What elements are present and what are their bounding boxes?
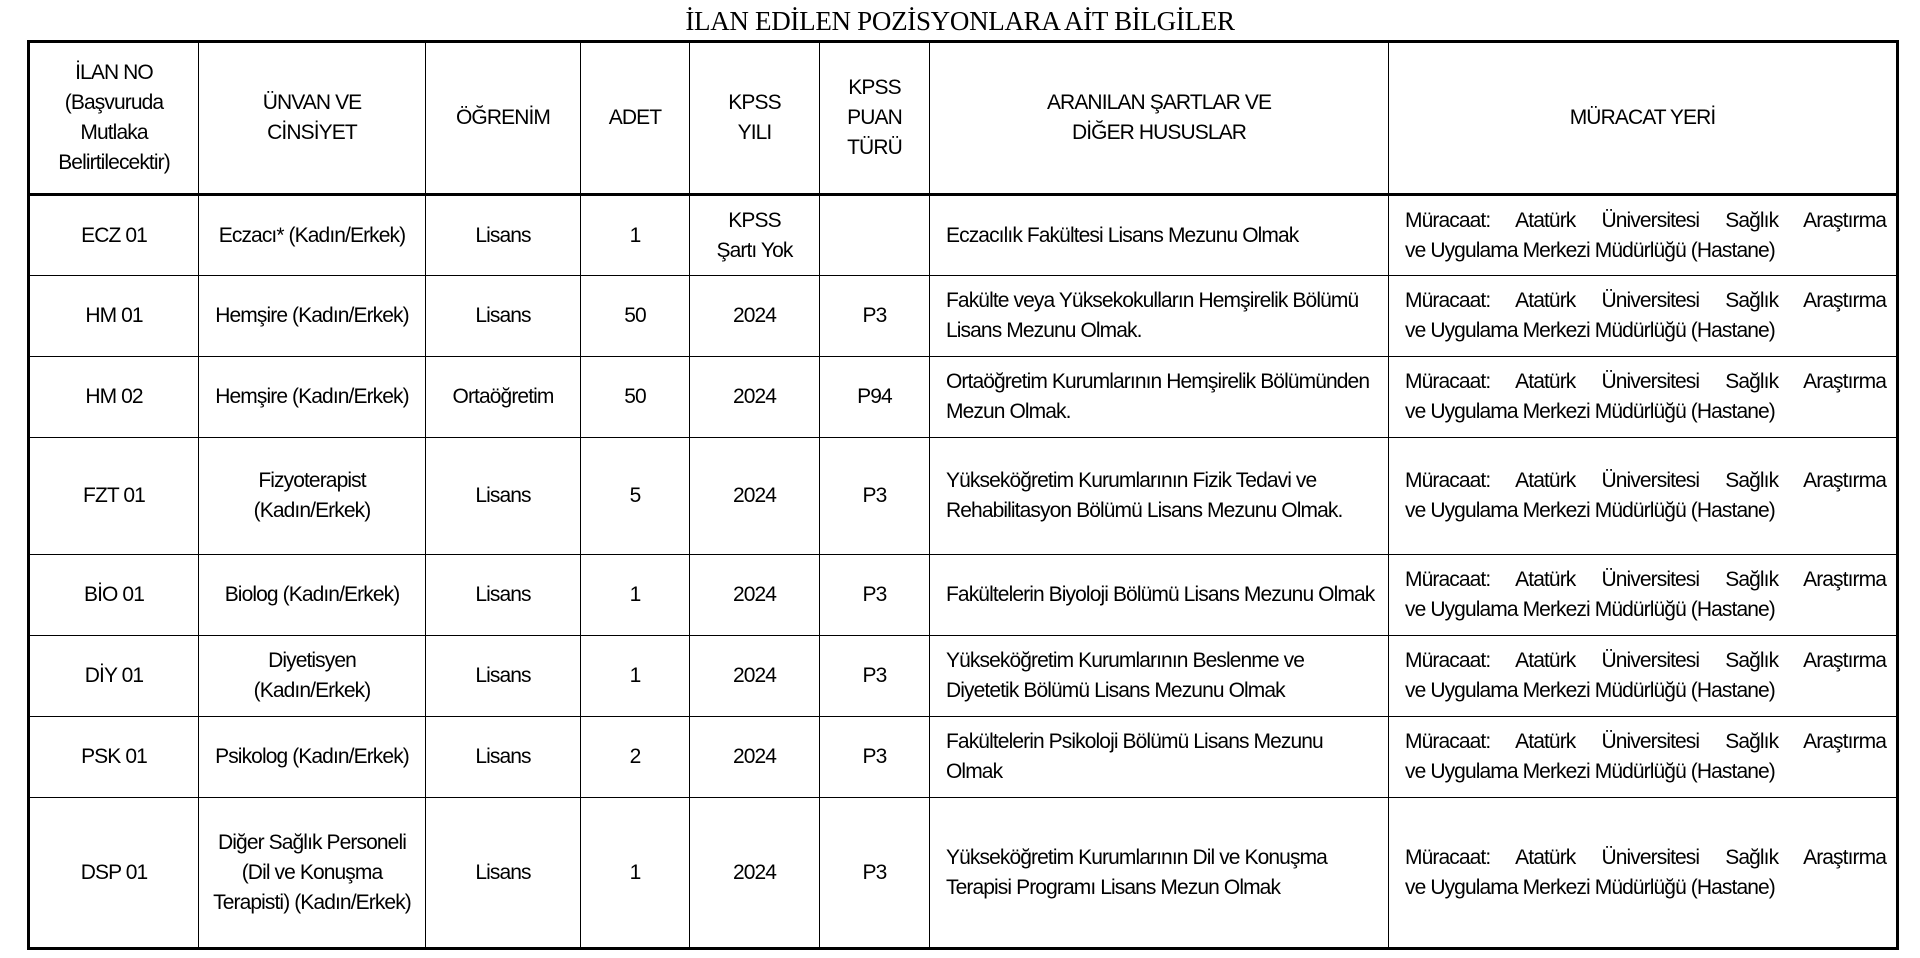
puan-turu-cell: P94 (820, 357, 930, 438)
sartlar-cell: Yükseköğretim Kurumlarının Dil ve Konuşma Terapisi Programı Lisans Mezun Olmak (930, 798, 1389, 949)
muracaat-text: ve Uygulama Merkezi Müdürlüğü (Hastane) (1405, 319, 1775, 342)
sartlar-cell: Ortaöğretim Kurumlarının Hemşirelik Bölümünden Mezun Olmak. (930, 357, 1389, 438)
table-row (29, 357, 1898, 438)
muracaat-text: ve Uygulama Merkezi Müdürlüğü (Hastane) (1405, 875, 1775, 899)
ilan-no-cell: DSP 01 (29, 798, 199, 949)
positions-table (27, 40, 1899, 950)
puan-turu-cell (820, 195, 930, 276)
muracaat-text: Müracaat: Atatürk Üniversitesi Sağlık Araştırma (1405, 568, 1886, 591)
header-adet: ADET (581, 42, 690, 195)
header-ogrenim: ÖĞRENİM (426, 42, 581, 195)
header-puan-turu: KPSS PUAN TÜRÜ (820, 42, 930, 195)
muracaat-cell (1389, 276, 1898, 357)
ogrenim-cell: Lisans (426, 276, 581, 357)
muracaat-text: Müracaat: Atatürk Üniversitesi Sağlık Araştırma (1405, 649, 1886, 672)
adet-cell: 2 (581, 717, 690, 798)
muracaat-text: Müracaat: Atatürk Üniversitesi Sağlık Araştırma (1405, 370, 1886, 393)
muracaat-cell (1389, 717, 1898, 798)
muracaat-text: Müracaat: Atatürk Üniversitesi Sağlık Araştırma (1405, 730, 1886, 753)
kpss-yili-cell: 2024 (690, 438, 820, 555)
kpss-yili-cell: 2024 (690, 798, 820, 949)
muracaat-text: ve Uygulama Merkezi Müdürlüğü (Hastane) (1405, 400, 1775, 423)
ogrenim-cell: Lisans (426, 555, 581, 636)
muracaat-text: Müracaat: Atatürk Üniversitesi Sağlık Araştırma (1405, 469, 1886, 492)
sartlar-cell: Fakülte veya Yüksekokulların Hemşirelik Bölümü Lisans Mezunu Olmak. (930, 276, 1389, 357)
ogrenim-cell: Lisans (426, 636, 581, 717)
kpss-yili-cell: 2024 (690, 555, 820, 636)
muracaat-text: Müracaat: Atatürk Üniversitesi Sağlık Araştırma (1405, 208, 1886, 232)
muracaat-text: Müracaat: Atatürk Üniversitesi Sağlık Araştırma (1405, 845, 1886, 869)
table-row (29, 276, 1898, 357)
muracaat-text: ve Uygulama Merkezi Müdürlüğü (Hastane) (1405, 760, 1775, 783)
unvan-cell: Biolog (Kadın/Erkek) (199, 555, 426, 636)
ogrenim-cell: Lisans (426, 717, 581, 798)
puan-turu-cell: P3 (820, 798, 930, 949)
ogrenim-cell: Lisans (426, 195, 581, 276)
unvan-cell: Eczacı* (Kadın/Erkek) (199, 195, 426, 276)
adet-cell: 5 (581, 438, 690, 555)
ilan-no-cell: PSK 01 (29, 717, 199, 798)
muracaat-cell (1389, 636, 1898, 717)
header-sartlar: ARANILAN ŞARTLAR VE DİĞER HUSUSLAR (930, 42, 1389, 195)
adet-cell: 1 (581, 798, 690, 949)
adet-cell: 50 (581, 357, 690, 438)
kpss-yili-cell: 2024 (690, 357, 820, 438)
muracaat-cell (1389, 438, 1898, 555)
ilan-no-cell: ECZ 01 (29, 195, 199, 276)
adet-cell: 1 (581, 555, 690, 636)
table-row (29, 195, 1898, 276)
sartlar-cell: Yükseköğretim Kurumlarının Fizik Tedavi ve Rehabilitasyon Bölümü Lisans Mezunu Olmak. (930, 438, 1389, 555)
muracaat-text: ve Uygulama Merkezi Müdürlüğü (Hastane) (1405, 499, 1775, 522)
muracaat-cell (1389, 555, 1898, 636)
sartlar-cell: Yükseköğretim Kurumlarının Beslenme ve Diyetetik Bölümü Lisans Mezunu Olmak (930, 636, 1389, 717)
adet-cell: 50 (581, 276, 690, 357)
muracaat-text: ve Uygulama Merkezi Müdürlüğü (Hastane) (1405, 598, 1775, 621)
puan-turu-cell: P3 (820, 717, 930, 798)
table-row (29, 555, 1898, 636)
adet-cell: 1 (581, 636, 690, 717)
sartlar-cell: Fakültelerin Biyoloji Bölümü Lisans Mezunu Olmak (930, 555, 1389, 636)
muracaat-text: ve Uygulama Merkezi Müdürlüğü (Hastane) (1405, 679, 1775, 702)
sartlar-cell: Eczacılık Fakültesi Lisans Mezunu Olmak (930, 195, 1389, 276)
ilan-no-cell: BİO 01 (29, 555, 199, 636)
unvan-cell: Psikolog (Kadın/Erkek) (199, 717, 426, 798)
kpss-yili-cell: 2024 (690, 636, 820, 717)
ilan-no-cell: HM 02 (29, 357, 199, 438)
document-title: İLAN EDİLEN POZİSYONLARA AİT BİLGİLER (685, 6, 1235, 36)
unvan-cell: Hemşire (Kadın/Erkek) (199, 276, 426, 357)
unvan-cell: Diyetisyen (Kadın/Erkek) (199, 636, 426, 717)
muracaat-text: Müracaat: Atatürk Üniversitesi Sağlık Araştırma (1405, 289, 1886, 312)
ogrenim-cell: Lisans (426, 798, 581, 949)
unvan-cell: Diğer Sağlık Personeli (Dil ve Konuşma Terapisti) (Kadın/Erkek) (199, 798, 426, 949)
header-kpss-yili: KPSS YILI (690, 42, 820, 195)
adet-cell: 1 (581, 195, 690, 276)
ogrenim-cell: Lisans (426, 438, 581, 555)
kpss-yili-cell: 2024 (690, 276, 820, 357)
puan-turu-cell: P3 (820, 276, 930, 357)
kpss-yili-cell: KPSS Şartı Yok (690, 195, 820, 276)
table-row (29, 636, 1898, 717)
sartlar-cell: Fakültelerin Psikoloji Bölümü Lisans Mezunu Olmak (930, 717, 1389, 798)
ilan-no-cell: HM 01 (29, 276, 199, 357)
header-unvan: ÜNVAN VE CİNSİYET (199, 42, 426, 195)
muracaat-cell (1389, 798, 1898, 949)
table-row (29, 798, 1898, 949)
muracaat-cell (1389, 195, 1898, 276)
header-ilan-no: İLAN NO (Başvuruda Mutlaka Belirtilecektir) (29, 42, 199, 195)
table-header-row (29, 42, 1898, 195)
unvan-cell: Fizyoterapist (Kadın/Erkek) (199, 438, 426, 555)
header-muracaat: MÜRACAT YERİ (1389, 42, 1898, 195)
table-row (29, 438, 1898, 555)
muracaat-text: ve Uygulama Merkezi Müdürlüğü (Hastane) (1405, 238, 1775, 262)
kpss-yili-cell: 2024 (690, 717, 820, 798)
ilan-no-cell: DİY 01 (29, 636, 199, 717)
table-row (29, 717, 1898, 798)
muracaat-cell (1389, 357, 1898, 438)
puan-turu-cell: P3 (820, 555, 930, 636)
puan-turu-cell: P3 (820, 636, 930, 717)
ilan-no-cell: FZT 01 (29, 438, 199, 555)
ogrenim-cell: Ortaöğretim (426, 357, 581, 438)
puan-turu-cell: P3 (820, 438, 930, 555)
unvan-cell: Hemşire (Kadın/Erkek) (199, 357, 426, 438)
